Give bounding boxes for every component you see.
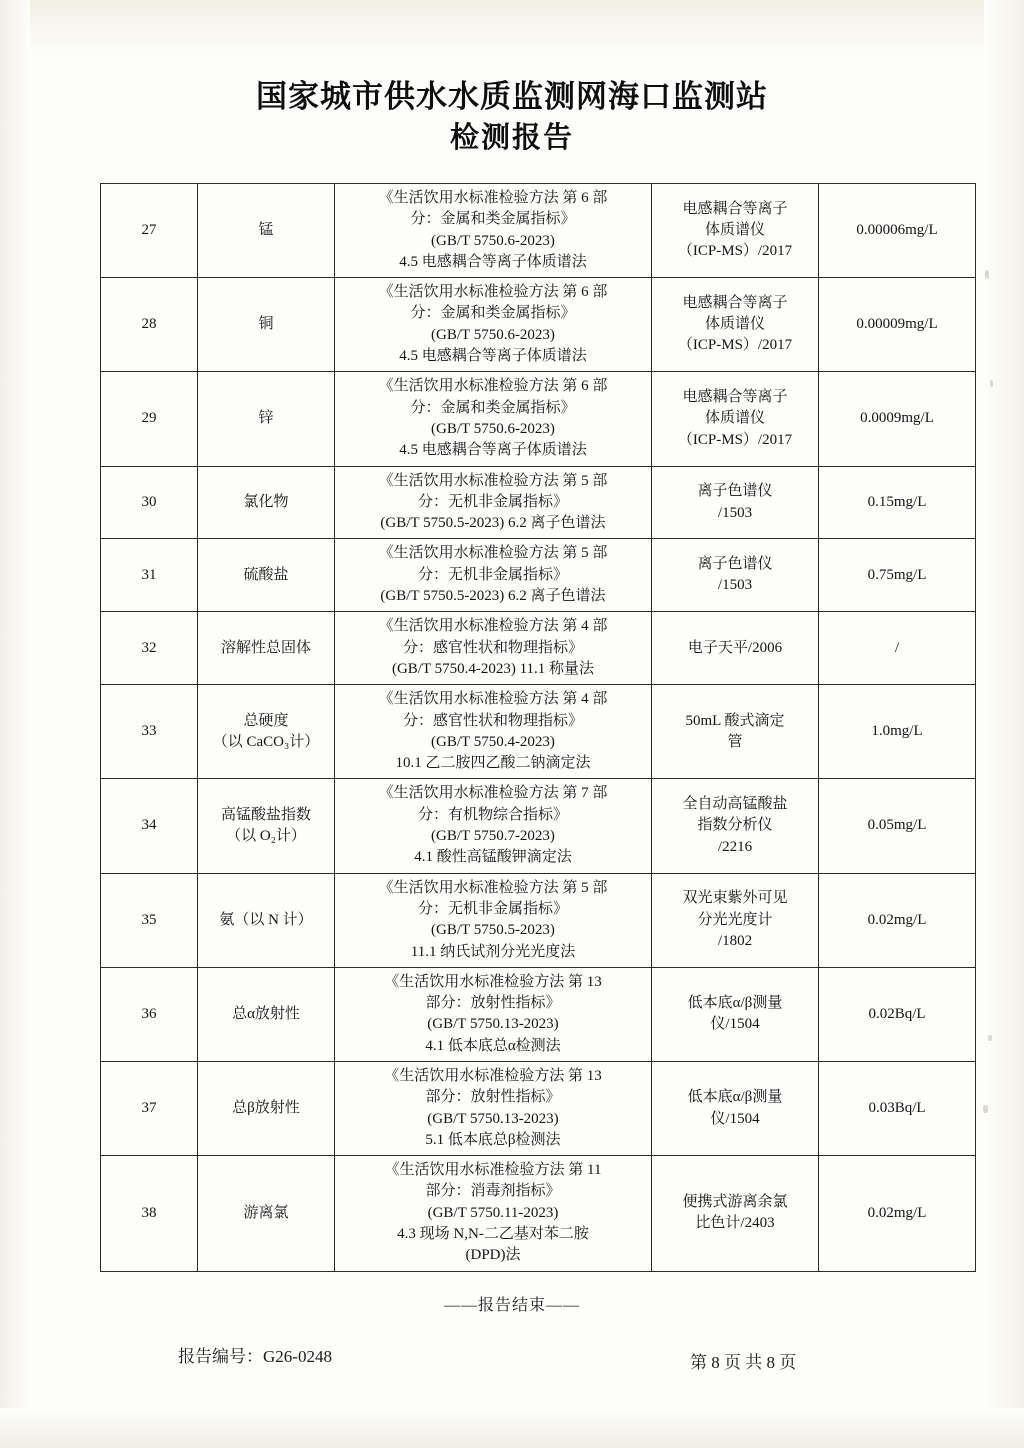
table-body [101,184,976,1272]
cell-no: 29 [101,372,198,466]
cell-item-name [198,278,335,372]
instrument-line: 仪/1504 [710,1110,760,1127]
cell-detection-limit: 0.02mg/L [819,873,976,967]
method-line: 《生活饮用水标准检验方法 第 11 [384,1162,602,1179]
item-line: 总硬度 [243,712,289,729]
method-line: 5.1 低本底总β检测法 [425,1131,561,1148]
method-line: (GB/T 5750.13-2023) [427,1016,559,1033]
instrument-line: 体质谱仪 [704,316,765,333]
cell-no: 36 [101,967,198,1061]
method-line: 部分：放射性指标》 [425,1089,561,1106]
item-line: （以 CaCO₃计） [212,733,320,750]
method-line: 《生活饮用水标准检验方法 第 13 [384,1067,602,1084]
method-line: (GB/T 5750.11-2023) [427,1204,559,1221]
cell-instrument [652,612,819,685]
report-end-note: ——报告结束—— [443,1297,580,1314]
cell-method [335,539,652,612]
scan-speck [985,270,989,279]
instrument-line: 电感耦合等离子 [682,294,788,311]
method-line: 4.5 电感耦合等离子体质谱法 [399,253,587,270]
method-line: 4.5 电感耦合等离子体质谱法 [399,348,587,365]
cell-no: 30 [101,466,198,539]
cell-detection-limit: 1.0mg/L [819,685,976,779]
instrument-line: 低本底α/β测量 [687,995,783,1012]
instrument-line: 管 [727,733,743,750]
instrument-line: 电子天平/2006 [687,639,783,656]
cell-method [335,466,652,539]
item-line: 硫酸盐 [243,566,289,583]
cell-item-name [198,372,335,466]
instrument-line: 低本底α/β测量 [687,1089,783,1106]
method-line: (DPD)法 [465,1247,521,1264]
instrument-line: 电感耦合等离子 [682,389,788,406]
item-line: 总β放射性 [232,1099,300,1116]
cell-detection-limit: 0.05mg/L [819,779,976,873]
instrument-line: 体质谱仪 [704,410,765,427]
cell-item-name [198,539,335,612]
cell-detection-limit: 0.00006mg/L [819,184,976,278]
instrument-line: （ICP-MS）/2017 [677,431,793,448]
table-row [101,1156,976,1271]
cell-method [335,372,652,466]
cell-instrument [652,1156,819,1271]
instrument-line: /1802 [717,932,753,949]
cell-instrument [652,278,819,372]
method-line: 分：无机非金属指标》 [417,566,568,583]
method-line: 分：金属和类金属指标》 [410,211,576,228]
cell-item-name [198,873,335,967]
cell-no: 27 [101,184,198,278]
method-line: 《生活饮用水标准检验方法 第 5 部 [378,472,608,489]
cell-no: 38 [101,1156,198,1271]
table-row [101,967,976,1061]
instrument-line: （ICP-MS）/2017 [677,243,793,260]
cell-item-name [198,685,335,779]
instrument-line: 分光光度计 [697,911,773,928]
cell-method [335,1156,652,1271]
table-row [101,372,976,466]
instrument-line: 双光束紫外可见 [682,890,788,907]
cell-detection-limit: 0.02mg/L [819,1156,976,1271]
report-title-main: 国家城市供水水质监测网海口监测站 [256,79,768,115]
method-line: 分：金属和类金属指标》 [410,399,576,416]
item-line: （以 O₂计） [226,828,306,845]
cell-item-name [198,779,335,873]
scan-edge-right [984,0,1024,1448]
cell-no: 37 [101,1061,198,1155]
method-line: 部分：放射性指标》 [425,995,561,1012]
table-row [101,685,976,779]
method-line: (GB/T 5750.7-2023) [431,828,555,845]
cell-method [335,967,652,1061]
cell-detection-limit: 0.15mg/L [819,466,976,539]
cell-detection-limit: 0.0009mg/L [819,372,976,466]
cell-method [335,278,652,372]
item-line: 氯化物 [243,493,289,510]
item-line: 锌 [258,410,274,427]
cell-item-name [198,612,335,685]
cell-detection-limit: 0.75mg/L [819,539,976,612]
instrument-line: 便携式游离余氯 [682,1194,788,1211]
instrument-line: 比色计/2403 [695,1215,775,1232]
instrument-line: 离子色谱仪 [697,483,773,500]
item-line: 溶解性总固体 [220,639,311,656]
method-line: (GB/T 5750.5-2023) 6.2 离子色谱法 [380,515,606,532]
method-line: (GB/T 5750.6-2023) [431,232,555,249]
cell-no: 35 [101,873,198,967]
item-line: 总α放射性 [232,1005,300,1022]
method-line: 10.1 乙二胺四乙酸二钠滴定法 [395,755,591,772]
cell-item-name [198,1061,335,1155]
cell-method [335,1061,652,1155]
report-title-sub: 检测报告 [449,119,574,154]
item-line: 高锰酸盐指数 [220,806,311,823]
cell-instrument [652,685,819,779]
method-line: 分：有机物综合指标》 [417,806,568,823]
cell-method [335,685,652,779]
method-line: 4.3 现场 N,N-二乙基对苯二胺 [397,1226,589,1243]
instrument-line: 电感耦合等离子 [682,200,788,217]
cell-method [335,873,652,967]
cell-instrument [652,967,819,1061]
cell-detection-limit: 0.02Bq/L [819,967,976,1061]
method-line: (GB/T 5750.6-2023) [431,326,555,343]
method-line: 《生活饮用水标准检验方法 第 6 部 [378,190,608,206]
cell-instrument [652,466,819,539]
instrument-line: /1503 [717,504,753,521]
method-line: (GB/T 5750.4-2023) 11.1 称量法 [391,660,595,677]
item-line: 游离氯 [243,1204,289,1221]
cell-no: 33 [101,685,198,779]
report-number: 报告编号：G26-0248 [178,1347,332,1366]
page-number: 第 8 页 共 8 页 [690,1353,797,1372]
cell-method [335,184,652,278]
method-line: 《生活饮用水标准检验方法 第 6 部 [378,378,608,395]
table-row [101,873,976,967]
cell-detection-limit: / [819,612,976,685]
cell-no: 28 [101,278,198,372]
method-line: 4.1 酸性高锰酸钾滴定法 [414,849,572,866]
cell-instrument [652,372,819,466]
method-line: (GB/T 5750.13-2023) [427,1110,559,1127]
item-line: 锰 [258,221,274,238]
method-line: (GB/T 5750.5-2023) [431,922,555,939]
instrument-line: （ICP-MS）/2017 [677,337,793,354]
method-line: 《生活饮用水标准检验方法 第 5 部 [378,545,608,562]
method-line: 《生活饮用水标准检验方法 第 13 [384,973,602,990]
method-line: 《生活饮用水标准检验方法 第 4 部 [378,691,608,708]
item-line: 氨（以 N 计） [219,911,313,928]
cell-item-name [198,466,335,539]
table-row [101,539,976,612]
instrument-line: 指数分析仪 [697,817,773,834]
method-line: 分：无机非金属指标》 [417,900,568,917]
method-line: 分：金属和类金属指标》 [410,305,576,322]
cell-instrument [652,1061,819,1155]
scan-speck [990,380,993,387]
cell-instrument [652,873,819,967]
method-line: 部分：消毒剂指标》 [425,1183,561,1200]
table-row [101,278,976,372]
method-line: 《生活饮用水标准检验方法 第 4 部 [378,618,608,635]
cell-item-name [198,1156,335,1271]
cell-method [335,779,652,873]
instrument-line: /2216 [717,838,753,855]
scan-speck [988,1035,992,1041]
method-line: 《生活饮用水标准检验方法 第 7 部 [378,785,608,802]
instrument-line: 全自动高锰酸盐 [682,796,788,813]
instrument-line: 50mL 酸式滴定 [685,712,785,729]
test-items-table [100,183,976,1272]
cell-item-name [198,184,335,278]
scan-speck [983,1105,988,1113]
method-line: 4.1 低本底总α检测法 [425,1037,561,1054]
method-line: 分：感官性状和物理指标》 [402,639,583,656]
cell-method [335,612,652,685]
scan-edge-bottom [0,1408,1024,1448]
cell-item-name [198,967,335,1061]
method-line: (GB/T 5750.5-2023) 6.2 离子色谱法 [380,588,606,605]
method-line: 《生活饮用水标准检验方法 第 5 部 [378,879,608,896]
scan-edge-left [0,0,30,1448]
cell-no: 31 [101,539,198,612]
instrument-line: /1503 [717,577,753,594]
cell-instrument [652,539,819,612]
table-row [101,612,976,685]
scan-edge-top [0,0,1024,56]
cell-detection-limit: 0.00009mg/L [819,278,976,372]
table-row [101,184,976,278]
cell-no: 34 [101,779,198,873]
method-line: 11.1 纳氏试剂分光光度法 [410,943,576,960]
method-line: 《生活饮用水标准检验方法 第 6 部 [378,284,608,301]
method-line: 4.5 电感耦合等离子体质谱法 [399,442,587,459]
method-line: 分：无机非金属指标》 [417,493,568,510]
method-line: (GB/T 5750.4-2023) [431,733,555,750]
table-row [101,1061,976,1155]
method-line: 分：感官性状和物理指标》 [402,712,583,729]
instrument-line: 体质谱仪 [704,221,765,238]
method-line: (GB/T 5750.6-2023) [431,420,555,437]
table-row [101,466,976,539]
cell-no: 32 [101,612,198,685]
cell-detection-limit: 0.03Bq/L [819,1061,976,1155]
cell-instrument [652,779,819,873]
item-line: 铜 [258,316,274,333]
table-row [101,779,976,873]
instrument-line: 仪/1504 [710,1016,760,1033]
cell-instrument [652,184,819,278]
instrument-line: 离子色谱仪 [697,556,773,573]
page-title [0,78,1024,156]
